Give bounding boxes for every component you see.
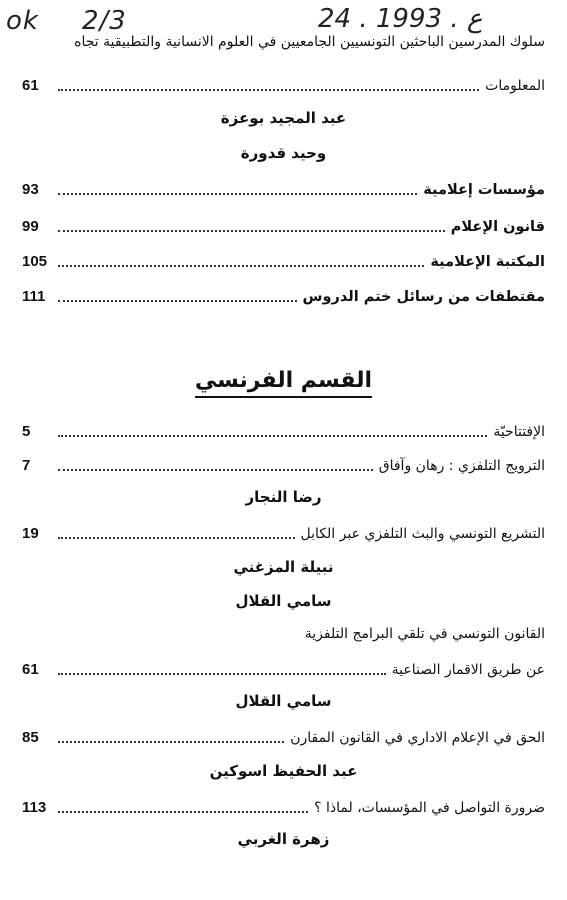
- entry-title: الحق في الإعلام الاداري في القانون المقارن: [290, 730, 545, 746]
- entry-title: المعلومات: [485, 78, 545, 94]
- dot-leader: [58, 229, 445, 232]
- author-name: وحيد قدورة: [240, 144, 327, 162]
- toc-entry: [22, 724, 545, 748]
- dot-leader: [58, 810, 308, 813]
- author-name: عبد الحفيظ اسوكين: [209, 762, 358, 780]
- dot-leader: [58, 88, 479, 91]
- entry-title: الإفتتاحيّة: [493, 424, 545, 440]
- toc-entry: [22, 283, 545, 307]
- entry-title: مقتطفات من رسائل ختم الدروس: [302, 289, 545, 305]
- entry-title: قانون الإعلام: [450, 219, 545, 235]
- entry-title: المكتبة الإعلامية: [430, 254, 545, 270]
- toc-entry: [22, 656, 545, 680]
- page-number: 19: [22, 525, 39, 542]
- entry-line-1: القانون التونسي في تلقي البرامج التلفزية: [304, 626, 545, 642]
- author-name: نبيلة المزغني: [233, 558, 334, 576]
- entry-title: مؤسسات إعلامية: [423, 182, 545, 198]
- page-number: 113: [22, 799, 47, 816]
- author-name: عبد المجيد بوعزة: [220, 109, 347, 127]
- dot-leader: [58, 468, 373, 471]
- toc-entry: [22, 418, 545, 442]
- section-title: [0, 368, 567, 393]
- toc-entry: [22, 213, 545, 237]
- entry-line-1: سلوك المدرسين الباحثين التونسيين الجامعيين في العلوم الانسانية والتطبيقية تجاه: [74, 34, 545, 50]
- author-name: زهرة الغربي: [237, 830, 330, 848]
- toc-entry: [22, 176, 545, 200]
- dot-leader: [58, 740, 284, 743]
- entry-title: الترويج التلفزي : رهان وآفاق: [378, 458, 545, 474]
- page-number: 93: [22, 181, 39, 198]
- toc-entry: [22, 248, 545, 272]
- author-name: سامي القلال: [235, 692, 332, 710]
- page-number: 61: [22, 77, 39, 94]
- dot-leader: [58, 192, 417, 195]
- handwritten-date: 24 . ع . 1993: [318, 4, 483, 34]
- toc-entry: [22, 452, 545, 476]
- page-number: 105: [22, 253, 48, 270]
- handwritten-ok: ok: [6, 6, 39, 36]
- page-number: 5: [22, 423, 31, 440]
- toc-entry: [22, 794, 545, 818]
- dot-leader: [58, 536, 295, 539]
- dot-leader: [58, 264, 424, 267]
- page-number: 111: [22, 288, 46, 305]
- page-number: 99: [22, 218, 39, 235]
- handwritten-fraction: 2/3: [82, 6, 127, 36]
- entry-title: التشريع التونسي والبث التلفزي عبر الكابل: [300, 526, 545, 542]
- toc-entry: [22, 72, 545, 96]
- dot-leader: [58, 672, 386, 675]
- page-number: 7: [22, 457, 31, 474]
- author-name: سامي القلال: [235, 592, 332, 610]
- dot-leader: [58, 434, 487, 437]
- entry-title: ضرورة التواصل في المؤسسات، لماذا ؟: [314, 800, 545, 816]
- section-title-text: القسم الفرنسي: [195, 368, 372, 398]
- page-number: 85: [22, 729, 39, 746]
- page-number: 61: [22, 661, 39, 678]
- entry-title: عن طريق الاقمار الصناعية: [391, 662, 545, 678]
- author-name: رضا النجار: [245, 488, 322, 506]
- toc-entry: [22, 520, 545, 544]
- dot-leader: [58, 299, 297, 302]
